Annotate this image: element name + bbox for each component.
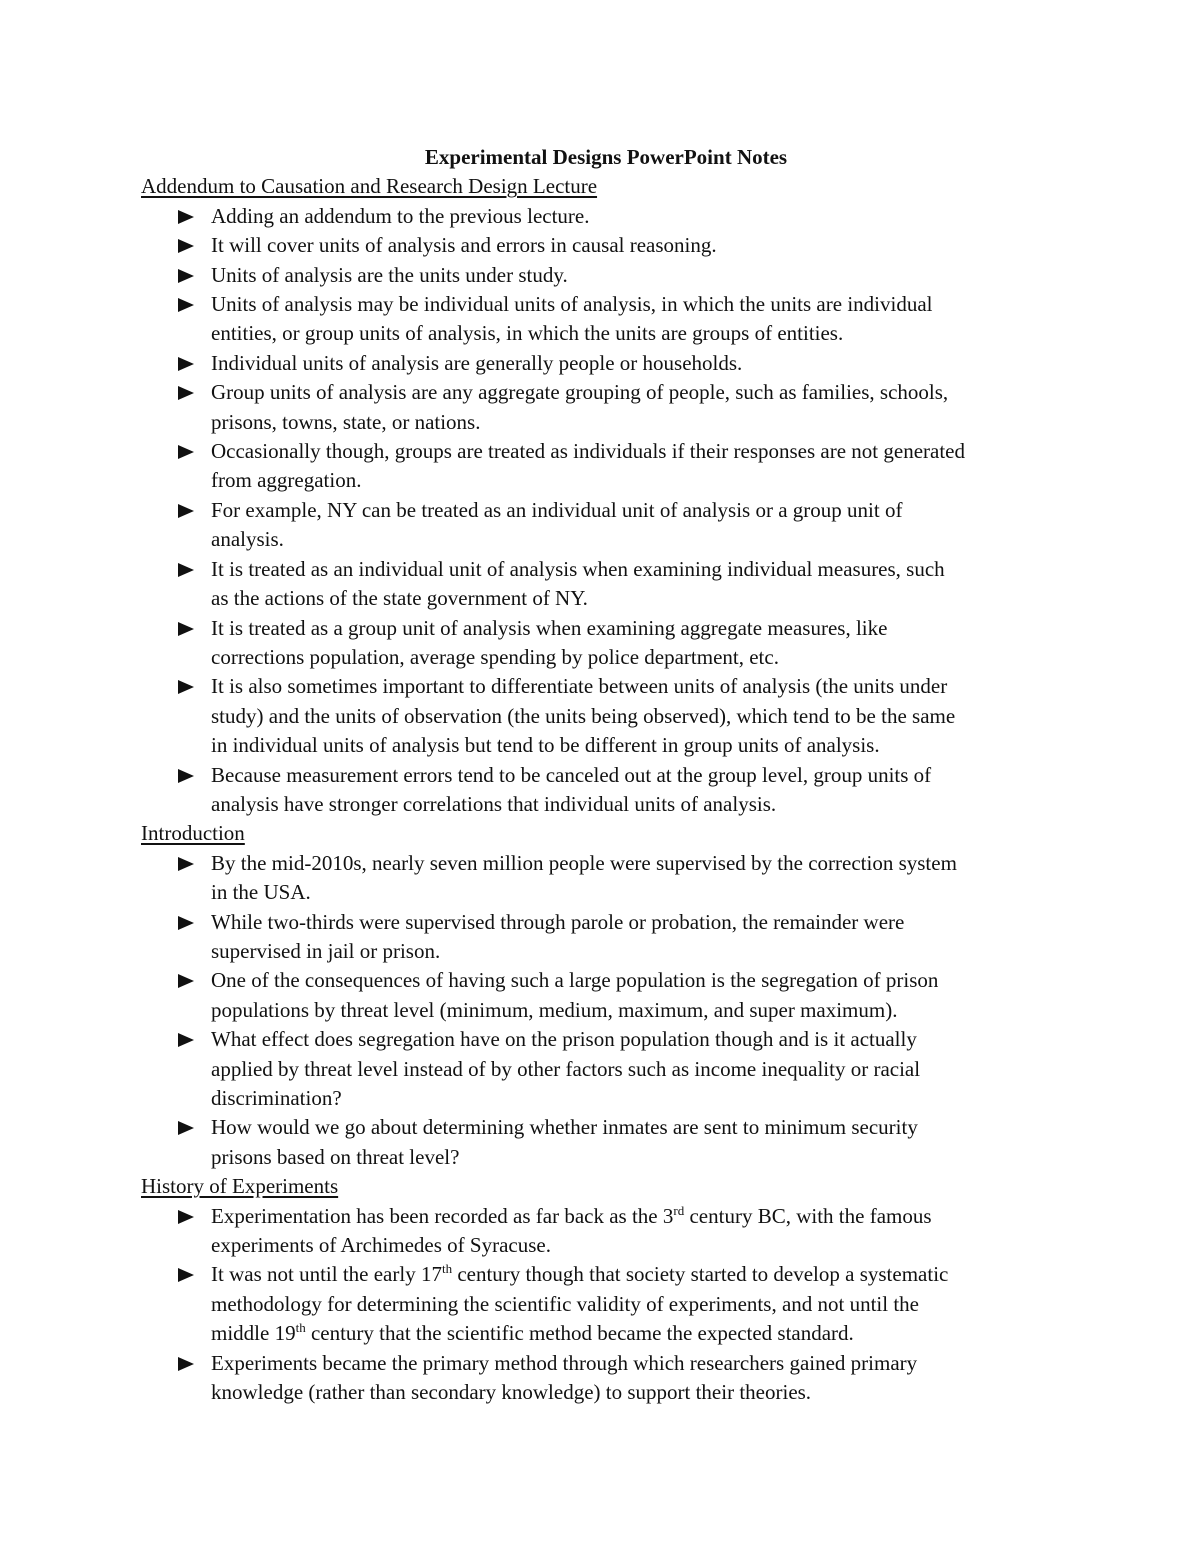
bullet-text: While two-thirds were supervised through parole or probation, the remainder were supervised in jail or prison. <box>211 909 905 963</box>
arrow-bullet-icon <box>178 622 194 636</box>
arrow-bullet-icon <box>178 1033 194 1047</box>
arrow-bullet-icon <box>178 974 194 988</box>
bullet-text: It is treated as a group unit of analysis when examining aggregate measures, like corrections population, average spending by police department, etc. <box>211 615 888 669</box>
ordinal-suffix: th <box>441 1261 453 1277</box>
bullet-text-part: It was not until the early 17 <box>211 1262 442 1287</box>
list-item <box>141 614 1071 673</box>
list-item <box>141 437 1071 496</box>
section-heading: Addendum to Causation and Research Design Lecture <box>141 174 598 199</box>
list-item <box>141 1260 1071 1348</box>
section-heading: Introduction <box>141 821 245 846</box>
section-heading: History of Experiments <box>141 1174 339 1199</box>
list-item <box>141 378 1071 437</box>
list-item <box>141 555 1071 614</box>
arrow-bullet-icon <box>178 298 194 312</box>
bullet-text-part: century though that society started to develop a systematic methodology for determining the scientific validity of experiments, and not until the middle 19 <box>211 1262 949 1346</box>
arrow-bullet-icon <box>178 210 194 224</box>
ordinal-suffix: th <box>295 1320 306 1336</box>
arrow-bullet-icon <box>178 1357 194 1371</box>
bullet-list <box>141 202 1071 820</box>
arrow-bullet-icon <box>178 504 194 518</box>
list-item <box>141 966 1071 1025</box>
bullet-text: One of the consequences of having such a large population is the segregation of prison populations by threat level (minimum, medium, maximum, and super maximum). <box>211 968 939 1022</box>
list-item <box>141 290 1071 349</box>
arrow-bullet-icon <box>178 916 194 930</box>
list-item <box>141 1202 1071 1261</box>
bullet-text: For example, NY can be treated as an individual unit of analysis or a group unit of analysis. <box>211 497 903 552</box>
bullet-text: Units of analysis may be individual units of analysis, in which the units are individual entities, or group units of analysis, in which the units are groups of entities. <box>211 292 933 346</box>
document-title: Experimental Designs PowerPoint Notes <box>424 145 788 169</box>
arrow-bullet-icon <box>178 680 194 694</box>
section-addendum <box>141 172 1071 819</box>
arrow-bullet-icon <box>178 357 194 371</box>
list-item <box>141 672 1071 760</box>
list-item <box>141 1025 1071 1113</box>
list-item <box>141 496 1071 555</box>
arrow-bullet-icon <box>178 1210 194 1224</box>
section-history <box>141 1172 1071 1407</box>
bullet-text: How would we go about determining whether inmates are sent to minimum security prisons based on threat level? <box>211 1115 918 1169</box>
arrow-bullet-icon <box>178 386 194 400</box>
list-item <box>141 908 1071 967</box>
list-item <box>141 202 1071 231</box>
bullet-text: Individual units of analysis are generally people or households. <box>211 350 743 375</box>
bullet-list <box>141 1202 1071 1408</box>
list-item <box>141 849 1071 908</box>
list-item <box>141 231 1071 260</box>
arrow-bullet-icon <box>178 445 194 459</box>
bullet-text: Group units of analysis are any aggregate grouping of people, such as families, schools, prisons, towns, state, or nations. <box>211 380 949 434</box>
arrow-bullet-icon <box>178 769 194 783</box>
bullet-text: Occasionally though, groups are treated as individuals if their responses are not generated from aggregation. <box>211 439 966 493</box>
arrow-bullet-icon <box>178 563 194 577</box>
ordinal-suffix: rd <box>673 1202 685 1218</box>
arrow-bullet-icon <box>178 1268 194 1282</box>
arrow-bullet-icon <box>178 1121 194 1135</box>
arrow-bullet-icon <box>178 239 194 253</box>
bullet-list <box>141 849 1071 1172</box>
list-item <box>141 261 1071 290</box>
arrow-bullet-icon <box>178 269 194 283</box>
bullet-text: Units of analysis are the units under study. <box>211 262 568 287</box>
section-introduction <box>141 819 1071 1172</box>
bullet-text-part: Experimentation has been recorded as far back as the 3 <box>211 1203 674 1228</box>
bullet-text: Because measurement errors tend to be canceled out at the group level, group units of analysis have stronger correlations that individual units of analysis. <box>211 762 932 816</box>
list-item <box>141 761 1071 820</box>
bullet-text: Adding an addendum to the previous lecture. <box>211 203 590 228</box>
document-page <box>141 143 1071 1407</box>
bullet-text: What effect does segregation have on the prison population though and is it actually applied by threat level instead of by other factors such as income inequality or racial discrimination? <box>211 1027 921 1110</box>
bullet-text: It will cover units of analysis and errors in causal reasoning. <box>211 233 717 258</box>
bullet-text: Experiments became the primary method through which researchers gained primary knowledge (rather than secondary knowledge) to support their theories. <box>211 1350 918 1405</box>
bullet-text: By the mid-2010s, nearly seven million people were supervised by the correction system in the USA. <box>211 850 957 905</box>
bullet-text: It is also sometimes important to differentiate between units of analysis (the units under study) and the units of observation (the units being observed), which tend to be the same in individual units of analysis but tend to be different in group units of analysis. <box>211 674 956 758</box>
list-item <box>141 349 1071 378</box>
list-item <box>141 1349 1071 1408</box>
arrow-bullet-icon <box>178 857 194 871</box>
bullet-text-part: century that the scientific method became the expected standard. <box>305 1321 854 1346</box>
bullet-text-part: century BC, with the famous experiments of Archimedes of Syracuse. <box>211 1203 932 1258</box>
list-item <box>141 1113 1071 1172</box>
bullet-text: It is treated as an individual unit of analysis when examining individual measures, such as the actions of the state government of NY. <box>211 556 945 611</box>
